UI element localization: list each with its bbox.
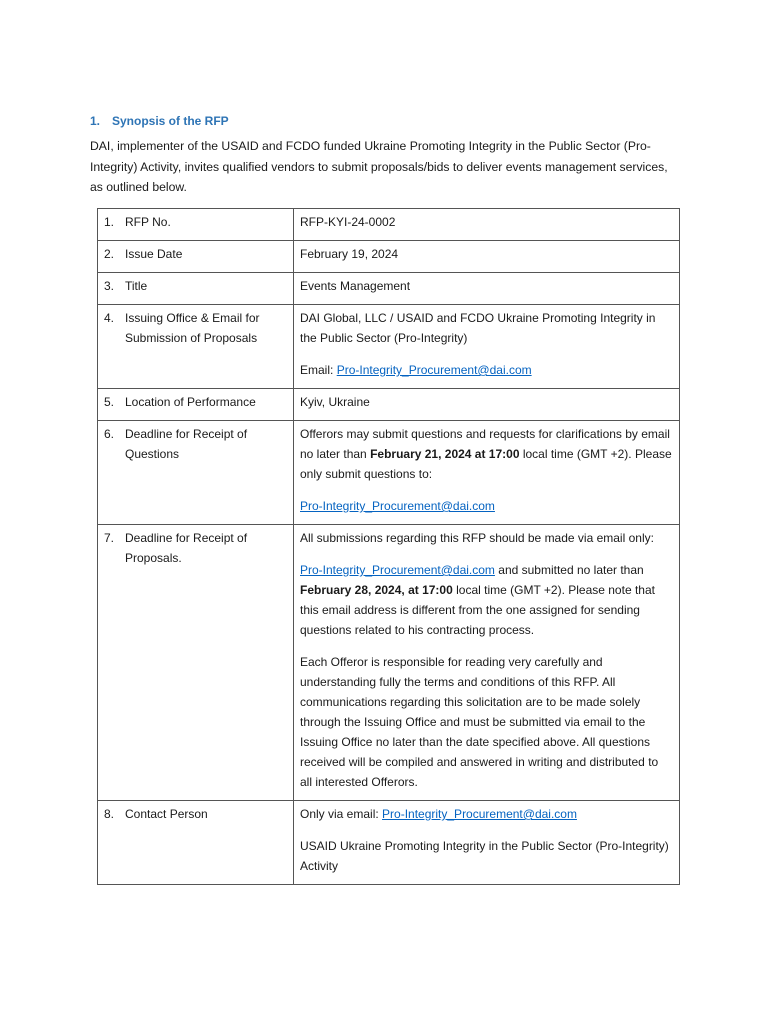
questions-deadline-date: February 21, 2024 at 17:00: [370, 447, 520, 461]
row-label-cell: [98, 305, 294, 389]
row-label-cell: [98, 241, 294, 273]
row-number: 1.: [104, 215, 115, 229]
procurement-email-link[interactable]: Pro-Integrity_Procurement@dai.com: [300, 563, 495, 577]
row-value-cell: [294, 273, 680, 305]
text-segment: Offerors may submit questions and requests for clarifications by email no later than: [300, 427, 670, 461]
issuing-email-line: [300, 360, 673, 380]
questions-email-line: [300, 496, 673, 516]
table-row: [98, 209, 680, 241]
row-label-cell: [98, 421, 294, 525]
row-label: Location of Performance: [125, 395, 256, 409]
row-value-cell: [294, 209, 680, 241]
text-segment: and submitted no later than: [494, 563, 644, 577]
row-number: 4.: [104, 311, 115, 325]
rfp-number-value: RFP-KYI-24-0002: [300, 215, 396, 229]
procurement-email-link[interactable]: Pro-Integrity_Procurement@dai.com: [382, 807, 577, 821]
row-number: 2.: [104, 247, 115, 261]
rfp-details-table: [97, 208, 680, 885]
row-label: Issuing Office & Email for Submission of Proposals: [125, 311, 260, 345]
row-value-cell: [294, 801, 680, 885]
issuing-office-value: DAI Global, LLC / USAID and FCDO Ukraine Promoting Integrity in the Public Sector (Pro-Integrity): [300, 311, 656, 345]
row-label: Issue Date: [125, 247, 183, 261]
text-segment: local time (GMT +2). Please note that this email address is different from the one assigned for sending questions related to his contracting process.: [300, 583, 655, 637]
row-label-cell: [98, 525, 294, 801]
row-label-cell: [98, 801, 294, 885]
section-heading: [90, 114, 229, 128]
table-row: [98, 273, 680, 305]
row-number: 5.: [104, 395, 115, 409]
section-title: Synopsis of the RFP: [112, 114, 229, 128]
procurement-email-link[interactable]: Pro-Integrity_Procurement@dai.com: [336, 363, 532, 377]
row-value-cell: [294, 305, 680, 389]
text-segment: local time (GMT +2). Please only submit questions to:: [300, 447, 672, 481]
table-row: [98, 525, 680, 801]
row-number: 3.: [104, 279, 115, 293]
contact-activity-name: USAID Ukraine Promoting Integrity in the Public Sector (Pro-Integrity) Activity: [300, 839, 669, 873]
issue-date-value: February 19, 2024: [300, 247, 399, 261]
row-label: Deadline for Receipt of Questions: [125, 427, 248, 461]
row-value-cell: [294, 525, 680, 801]
questions-deadline-text: [300, 424, 673, 484]
row-number: 7.: [104, 531, 115, 545]
row-number: 8.: [104, 807, 115, 821]
row-number: 6.: [104, 427, 115, 441]
table-row: [98, 801, 680, 885]
submission-deadline-text: [300, 560, 673, 640]
email-label: Email:: [300, 363, 337, 377]
table-row: [98, 305, 680, 389]
row-label-cell: [98, 273, 294, 305]
submission-instruction: All submissions regarding this RFP should be made via email only:: [300, 531, 654, 545]
proposals-deadline-date: February 28, 2024, at 17:00: [300, 583, 453, 597]
title-value: Events Management: [300, 279, 411, 293]
row-label: RFP No.: [125, 215, 171, 229]
row-value-cell: [294, 241, 680, 273]
row-label-cell: [98, 209, 294, 241]
row-label-cell: [98, 389, 294, 421]
contact-email-line: [300, 804, 673, 824]
offeror-responsibility-text: Each Offeror is responsible for reading very carefully and understanding fully the terms and conditions of this RFP. All communications regarding this solicitation are to be made solely through the Issuing Office and must be submitted via email to the Issuing Office no later than the date specified above. All questions received will be compiled and answered in writing and distributed to all interested Offerors.: [300, 655, 659, 789]
row-label: Contact Person: [125, 807, 208, 821]
section-number: 1.: [90, 114, 101, 128]
table-row: [98, 389, 680, 421]
table-row: [98, 421, 680, 525]
row-value-cell: [294, 389, 680, 421]
row-value-cell: [294, 421, 680, 525]
row-label: Title: [125, 279, 148, 293]
location-value: Kyiv, Ukraine: [300, 395, 370, 409]
row-label: Deadline for Receipt of Proposals.: [125, 531, 248, 565]
intro-paragraph: DAI, implementer of the USAID and FCDO funded Ukraine Promoting Integrity in the Public Sector (Pro-Integrity) Activity, invites qualified vendors to submit proposals/bids to deliver events management services, as outlined below.: [90, 139, 668, 194]
text-segment: Only via email:: [300, 807, 383, 821]
procurement-email-link[interactable]: Pro-Integrity_Procurement@dai.com: [300, 499, 495, 513]
table-row: [98, 241, 680, 273]
